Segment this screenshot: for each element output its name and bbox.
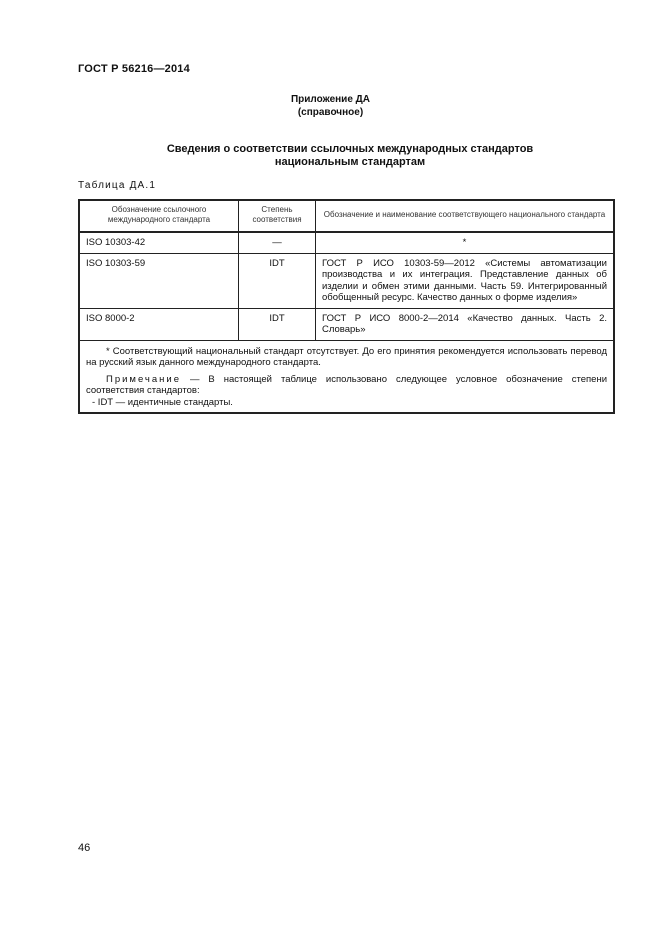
document-standard-id: ГОСТ Р 56216—2014 [78,63,190,75]
cell-degree: IDT [239,253,316,308]
table-row [79,308,614,340]
annex-title: Приложение ДА [290,94,371,105]
table-row [79,232,614,253]
section-heading-line1: Сведения о соответствии ссылочных международных стандартов [166,143,534,155]
cell-degree: IDT [239,308,316,340]
cell-intl-standard: ISO 8000-2 [79,308,239,340]
cell-intl-standard: ISO 10303-42 [79,232,239,253]
note-text: — В настоящей таблице использовано следующее условное обозначение степени соответствия стандартов: [86,373,607,396]
note-list-item: - IDT — идентичные стандарты. [92,396,233,408]
section-heading-line2: национальным стандартам [274,156,426,168]
table-footnote: * Соответствующий национальный стандарт отсутствует. До его принятия рекомендуется использовать перевод на русский язык данного международного стандарта. [86,345,607,368]
cell-degree: — [239,232,316,253]
table-row [79,253,614,308]
cell-national-standard: ГОСТ Р ИСО 10303-59—2012 «Системы автоматизации производства и их интеграция. Представление данных об изделии и обмен этими данными. Часть 59. Интегрированный обобщенный ресурс. Качество данных о форме изделия» [316,253,615,308]
page-number: 46 [78,842,91,854]
table-notes-row [79,340,614,413]
table-header-row [79,200,614,232]
cell-national-standard: ГОСТ Р ИСО 8000-2—2014 «Качество данных. Часть 2. Словарь» [316,308,615,340]
correspondence-table [78,199,615,414]
cell-national-standard: * [316,232,615,253]
annex-subtitle: (справочное) [297,107,364,118]
col-header-intl-standard: Обозначение ссылочного международного стандарта [79,200,239,232]
table-notes [79,340,614,413]
cell-intl-standard: ISO 10303-59 [79,253,239,308]
col-header-degree: Степень соответствия [239,200,316,232]
table-note [86,374,607,397]
table-label: Таблица ДА.1 [78,180,157,191]
col-header-national-standard: Обозначение и наименование соответствующего национального стандарта [316,200,615,232]
note-label: Примечание [106,373,181,385]
